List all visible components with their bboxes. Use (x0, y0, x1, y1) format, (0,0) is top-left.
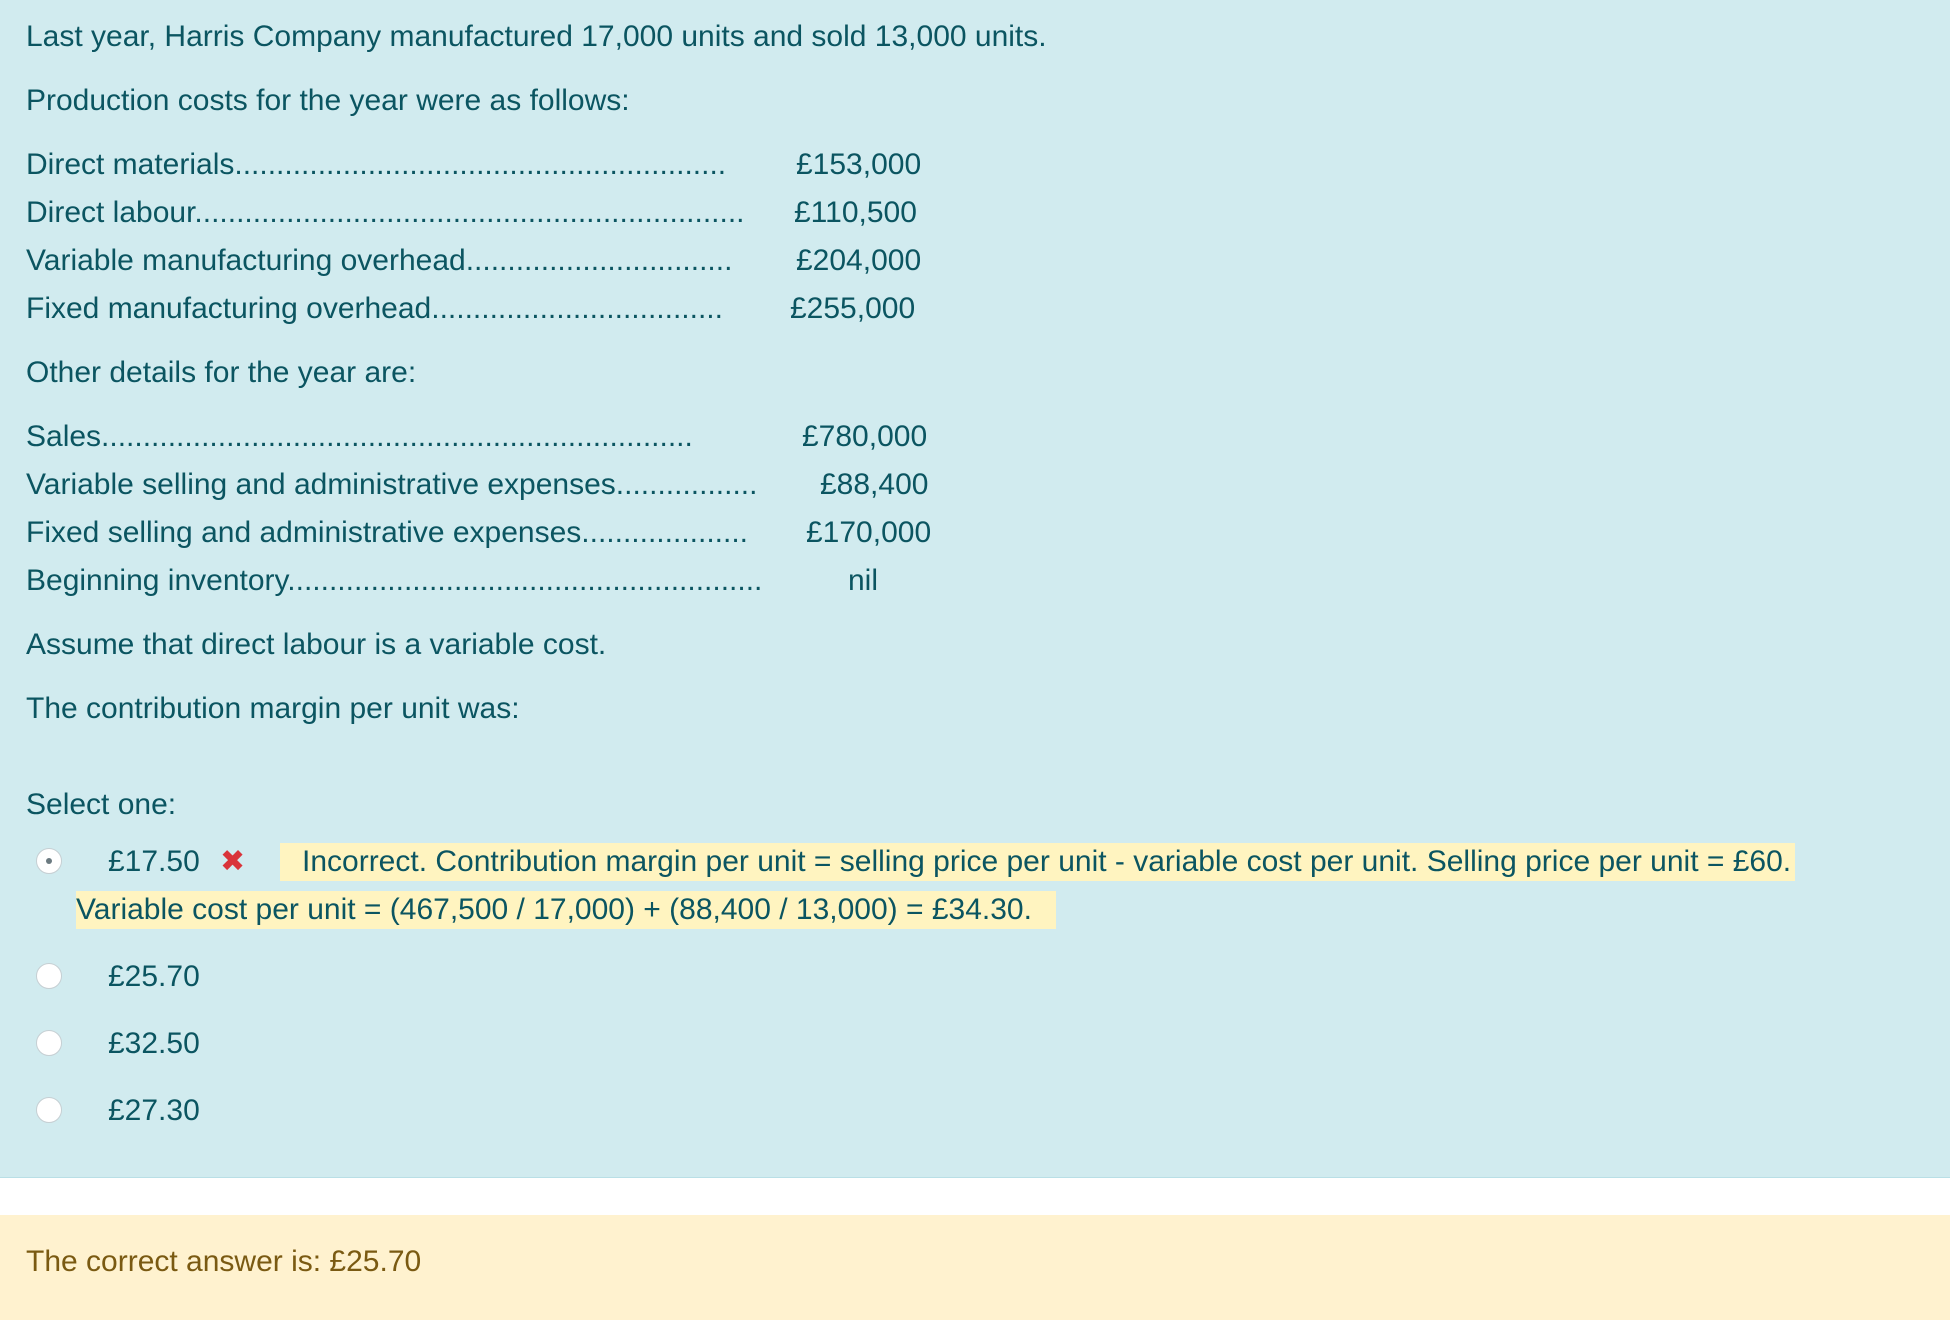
detail-value: £780,000 (802, 420, 928, 453)
detail-label: Fixed selling and administrative expenses.................... (26, 516, 748, 549)
feedback-line-1: Incorrect. Contribution margin per unit = selling price per unit - variable cost per unit. Selling price per unit = £60. (280, 843, 1795, 881)
cost-label: Fixed manufacturing overhead................................... (26, 292, 723, 325)
radio-button-selected[interactable] (36, 848, 62, 874)
cost-value: £153,000 (796, 148, 922, 181)
option-label: £32.50 (108, 1027, 200, 1060)
cross-icon: ✖ (220, 845, 246, 878)
feedback-line-2: Variable cost per unit = (467,500 / 17,000) + (88,400 / 13,000) = £34.30. (76, 891, 1056, 929)
other-heading: Other details for the year are: (26, 356, 417, 389)
cost-label: Direct labour.................................................................. (26, 196, 745, 229)
cost-row-fixed-overhead (26, 290, 916, 328)
cost-row-direct-materials (26, 146, 922, 184)
detail-row-beginning-inventory (26, 562, 879, 600)
radio-button[interactable] (36, 1097, 62, 1123)
assumption-text: Assume that direct labour is a variable cost. (26, 628, 607, 661)
detail-value: £170,000 (806, 516, 932, 549)
cost-label: Direct materials........................................................... (26, 148, 727, 181)
question-prompt: The contribution margin per unit was: (26, 692, 520, 725)
option-label: £25.70 (108, 960, 200, 993)
detail-row-fixed-selling (26, 514, 932, 552)
select-one-label: Select one: (26, 788, 177, 821)
cost-label: Variable manufacturing overhead................................ (26, 244, 733, 277)
detail-label: Sales....................................................................... (26, 420, 693, 453)
radio-button[interactable] (36, 1030, 62, 1056)
option-label: £17.50 (108, 845, 200, 878)
detail-row-variable-selling (26, 466, 929, 504)
cost-value: £204,000 (796, 244, 922, 277)
cost-value: £255,000 (790, 292, 916, 325)
production-heading: Production costs for the year were as follows: (26, 84, 630, 117)
option-label: £27.30 (108, 1094, 200, 1127)
cost-row-direct-labour (26, 194, 917, 232)
detail-value: nil (848, 564, 879, 597)
radio-button[interactable] (36, 963, 62, 989)
cost-value: £110,500 (794, 196, 917, 229)
detail-value: £88,400 (820, 468, 929, 501)
detail-label: Beginning inventory......................................................... (26, 564, 763, 597)
detail-label: Variable selling and administrative expenses................. (26, 468, 758, 501)
right-answer-text: The correct answer is: £25.70 (26, 1245, 422, 1278)
cost-row-variable-overhead (26, 242, 922, 280)
detail-row-sales (26, 418, 928, 456)
question-intro: Last year, Harris Company manufactured 17,000 units and sold 13,000 units. (26, 20, 1047, 53)
right-answer-box (0, 1215, 1950, 1320)
